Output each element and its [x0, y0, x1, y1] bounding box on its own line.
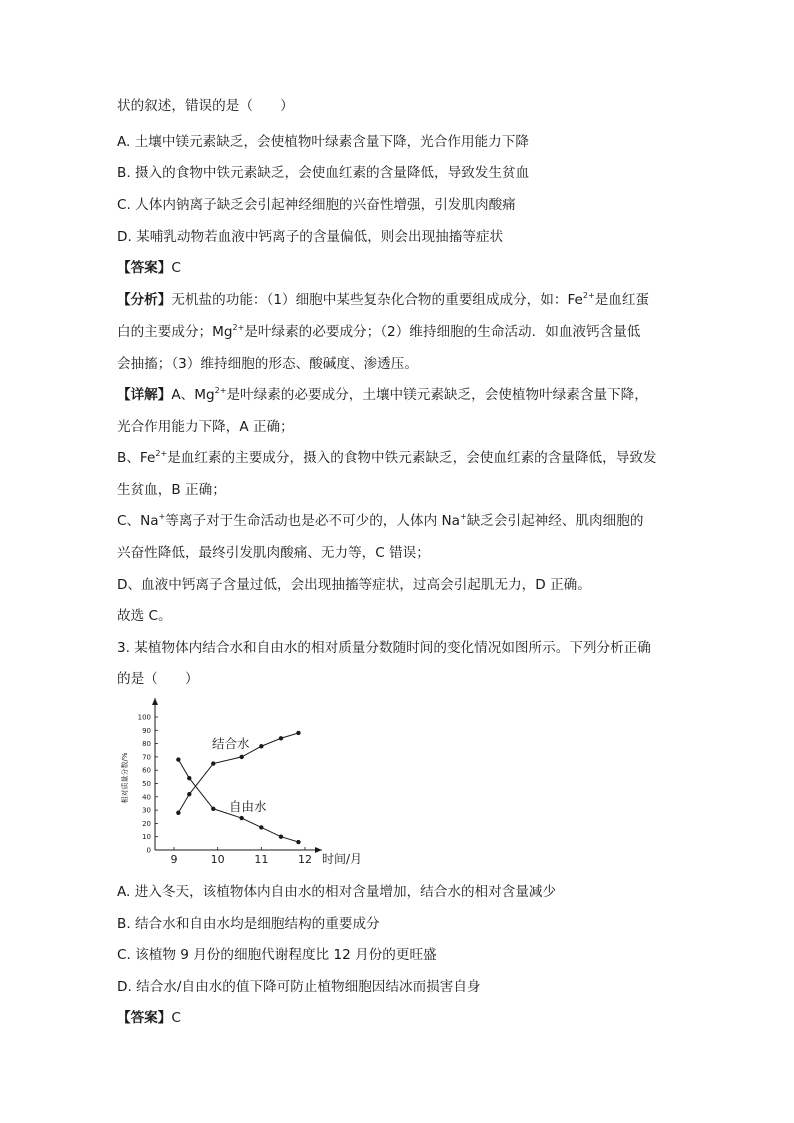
option-b: B. 摄入的食物中铁元素缺乏，会使血红素的含量降低，导致发生贫血: [117, 165, 530, 181]
detail-tag: 【详解】: [117, 387, 172, 403]
q3-option-a: A. 进入冬天，该植物体内自由水的相对含量增加，结合水的相对含量减少: [117, 884, 557, 900]
water-content-chart: [117, 690, 363, 870]
y-tick-label: 30: [142, 806, 151, 815]
y-tick-label: 20: [142, 819, 151, 828]
y-tick-label: 80: [142, 740, 151, 749]
q3-option-c: C. 该植物 9 月份的细胞代谢程度比 12 月份的更旺盛: [117, 947, 437, 963]
series-label-free-water: 自由水: [229, 799, 267, 814]
q3-answer-line: [117, 1008, 181, 1028]
q3-stem-line-2: 的是（ ）: [117, 671, 199, 687]
analysis-line-2: [117, 322, 640, 342]
data-point: [259, 825, 263, 829]
q3-option-d: D. 结合水/自由水的值下降可防止植物细胞因结冰而损害自身: [117, 979, 481, 995]
y-axis-label: 相对质量分数/%: [121, 752, 129, 804]
analysis-text: 是血红蛋: [594, 292, 650, 308]
y-tick-label: 100: [137, 713, 151, 722]
question-stem-end: 状的叙述，错误的是（ ）: [117, 98, 294, 114]
x-axis-arrow: [315, 847, 322, 853]
superscript: 2+: [232, 323, 245, 332]
x-tick-label: 9: [170, 853, 178, 866]
series-label-bound-water: 结合水: [212, 736, 250, 751]
q3-answer-value: C: [171, 1010, 181, 1026]
analysis-line-3: 会抽搐；（3）维持细胞的形态、酸碱度、渗透压。: [117, 356, 418, 372]
detail-line-c1: [117, 511, 643, 531]
q3-answer-tag: 【答案】: [117, 1010, 172, 1026]
q3-option-b: B. 结合水和自由水均是细胞结构的重要成分: [117, 916, 380, 932]
x-tick-label: 11: [254, 853, 269, 866]
detail-line-b2: 生贫血，B 正确；: [117, 482, 226, 498]
superscript: +: [158, 512, 166, 521]
detail-text: A、Mg: [171, 387, 215, 403]
answer-value: C: [171, 260, 181, 276]
superscript: 2+: [155, 449, 168, 458]
x-axis-label: 时间/月: [322, 852, 363, 866]
detail-line-a2: 光合作用能力下降，A 正确；: [117, 419, 294, 435]
analysis-line-1: [117, 290, 649, 310]
y-tick-label: 10: [142, 833, 151, 842]
y-tick-label: 90: [142, 726, 151, 735]
option-c: C. 人体内钠离子缺乏会引起神经细胞的兴奋性增强，引发肌肉酸痛: [117, 197, 516, 213]
data-point: [296, 731, 300, 735]
data-point: [239, 816, 243, 820]
data-point: [239, 755, 243, 759]
x-tick-label: 10: [210, 853, 225, 866]
analysis-text: 是叶绿素的必要成分；（2）维持细胞的生命活动．如血液钙含量低: [244, 324, 641, 340]
y-tick-label: 50: [142, 780, 151, 788]
option-d: D. 某哺乳动物若血液中钙离子的含量偏低，则会出现抽搐等症状: [117, 229, 504, 245]
detail-line-b1: [117, 448, 657, 468]
answer-tag: 【答案】: [117, 260, 172, 276]
data-point: [279, 736, 283, 740]
data-point: [279, 835, 283, 839]
detail-text: B、Fe: [117, 450, 156, 466]
data-point: [176, 757, 180, 761]
q3-stem-line-1: 3. 某植物体内结合水和自由水的相对质量分数随时间的变化情况如图所示。下列分析正确: [117, 640, 651, 656]
data-point: [187, 776, 191, 780]
superscript: +: [460, 512, 467, 521]
detail-text: 等离子对于生命活动也是必不可少的，人体内 Na: [165, 513, 460, 529]
y-tick-label: 0: [146, 846, 151, 855]
detail-text: 是血红素的主要成分，摄入的食物中铁元素缺乏，会使血红素的含量降低，导致发: [167, 450, 657, 466]
y-tick-label: 60: [142, 766, 151, 775]
analysis-tag: 【分析】: [117, 292, 172, 308]
x-tick-label: 12: [298, 853, 312, 866]
analysis-text: 白的主要成分；Mg: [117, 324, 233, 340]
detail-line-a1: [117, 385, 648, 405]
data-point: [176, 811, 180, 815]
analysis-text: 无机盐的功能：（1）细胞中某些复杂化合物的重要组成成分，如：Fe: [171, 292, 583, 308]
superscript: 2+: [214, 386, 227, 395]
data-point: [211, 761, 215, 765]
detail-text: 缺乏会引起神经、肌肉细胞的: [466, 513, 644, 529]
conclusion: 故选 C。: [117, 608, 172, 624]
option-a: A. 土壤中镁元素缺乏，会使植物叶绿素含量下降，光合作用能力下降: [117, 134, 529, 150]
answer-line: [117, 258, 181, 278]
data-point: [259, 744, 263, 748]
superscript: 2+: [582, 291, 595, 300]
detail-line-d1: D、血液中钙离子含量过低，会出现抽搐等症状，过高会引起肌无力，D 正确。: [117, 577, 591, 593]
detail-text: C、Na: [117, 513, 159, 529]
y-tick-label: 40: [142, 793, 151, 802]
y-axis-arrow: [152, 698, 158, 705]
detail-line-c2: 兴奋性降低，最终引发肌肉酸痛、无力等，C 错误；: [117, 545, 430, 561]
detail-text: 是叶绿素的必要成分，土壤中镁元素缺乏，会使植物叶绿素含量下降，: [226, 387, 648, 403]
y-tick-label: 70: [142, 753, 151, 762]
data-point: [211, 807, 215, 811]
data-point: [187, 792, 191, 796]
data-point: [296, 840, 300, 844]
